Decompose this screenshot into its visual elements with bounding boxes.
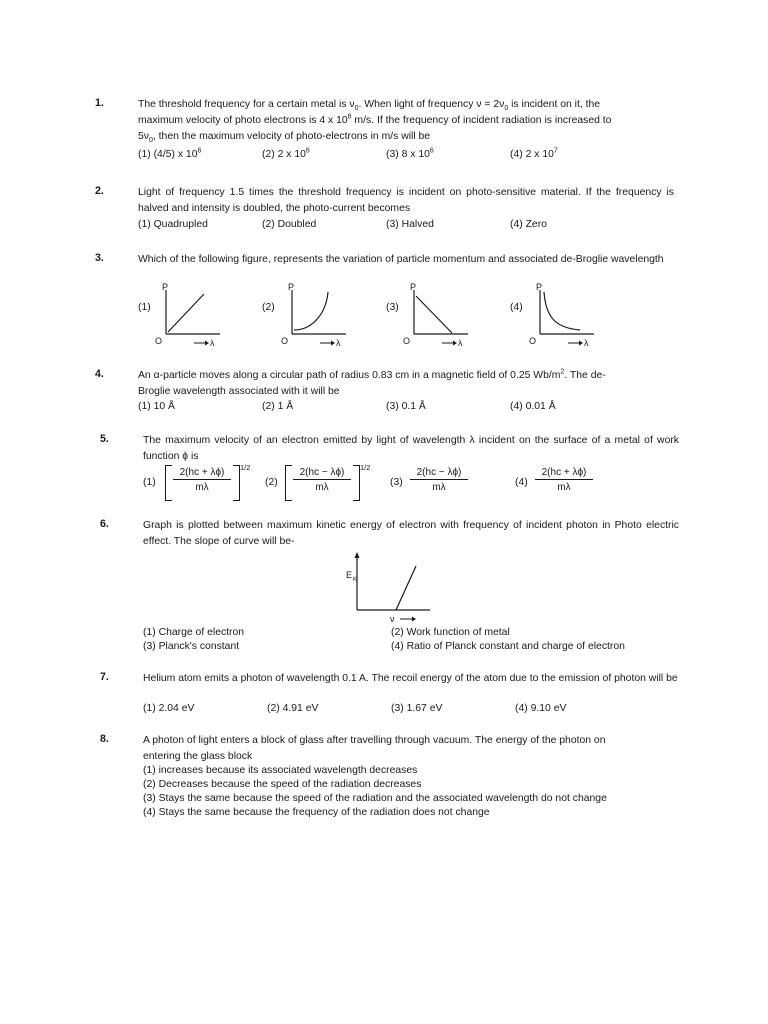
option-2[interactable]: (2) 2 x $10^6$ [262, 147, 310, 160]
question-line: $5\nu_0$, then the maximum velocity of photo-electrons in m/s will be [138, 131, 431, 145]
option-3[interactable]: (3) $\frac{2(hc - \lambda\phi)}{m\lambda}$ [390, 465, 480, 503]
axis-label-lambda: λ [336, 338, 341, 348]
bracket-right [233, 465, 240, 501]
option-2[interactable]: (2) Work function of metal [391, 627, 510, 638]
option-1[interactable]: (1) $\frac{2(hc + \lambda\phi)}{m\lambda}$ 1/2 [143, 465, 253, 503]
origin-label: O [529, 336, 537, 346]
axis-label-p: P [536, 282, 543, 292]
option-1[interactable]: (1) increases because its associated wavelength decreases [143, 765, 418, 776]
option-4[interactable]: (4) $\frac{2(hc + \lambda\phi)}{m\lambda}$ [515, 465, 605, 503]
axis-label-p: P [410, 282, 417, 292]
option-3[interactable]: (3) 0.1 Å [386, 401, 426, 412]
answer-options [138, 149, 678, 165]
question-number: 5. [100, 433, 109, 445]
option-3[interactable]: (3) 1.67 eV [391, 703, 443, 714]
option-2[interactable]: (2) Decreases because the speed of the radiation decreases [143, 779, 422, 790]
question-number: 8. [100, 733, 109, 745]
graph-option-1 [150, 282, 230, 348]
option-4[interactable]: (4) 9.10 eV [515, 703, 567, 714]
question-number: 6. [100, 518, 109, 530]
question-number: 3. [95, 252, 104, 264]
answer-options [138, 219, 678, 235]
question-text: The maximum velocity of an electron emitted by light of wavelength λ incident on the surface of a metal of work function ϕ is [143, 435, 679, 462]
bracket-left [285, 465, 292, 501]
question-line: An α-particle moves along a circular path of radius 0.83 cm in a magnetic field of 0.25 $Wb/m^2$. The de- [138, 368, 606, 381]
answer-options [143, 627, 683, 652]
graph-option-2 [276, 282, 356, 348]
fraction: $\frac{2(hc - \lambda\phi)}{m\lambda}$ [410, 467, 468, 493]
question-number: 2. [95, 185, 104, 197]
question-text: Light of frequency 1.5 times the threshold frequency is incident on photo-sensitive material. If the frequency is halved and intensity is doubled, the photo-current becomes [138, 187, 674, 214]
answer-options [138, 401, 678, 417]
question-line: Broglie wavelength associated with it will be [138, 386, 340, 397]
question-number: 7. [100, 671, 109, 683]
graph-ek-vs-frequency [330, 552, 440, 630]
axis-label-ek-sub: K [353, 577, 358, 583]
question-line: entering the glass block [143, 751, 253, 762]
graph-option-3 [398, 282, 478, 348]
option-2[interactable]: (2) [262, 302, 275, 313]
option-1[interactable]: (1) Quadrupled [138, 219, 208, 230]
answer-options [143, 703, 683, 719]
axis-label-lambda: λ [584, 338, 589, 348]
origin-label: O [403, 336, 411, 346]
question-line: A photon of light enters a block of glass after travelling through vacuum. The energy of the photon on [143, 735, 606, 746]
option-2[interactable]: (2) $\frac{2(hc - \lambda\phi)}{m\lambda}$ 1/2 [265, 465, 377, 503]
option-3[interactable]: (3) Halved [386, 219, 434, 230]
question-number: 1. [95, 97, 104, 109]
option-4[interactable]: (4) Stays the same because the frequency of the radiation does not change [143, 807, 490, 818]
option-3[interactable]: (3) [386, 302, 399, 313]
option-1[interactable]: (1) 10 Å [138, 401, 175, 412]
question-text [138, 368, 674, 400]
option-4[interactable]: (4) 0.01 Å [510, 401, 556, 412]
option-4[interactable]: (4) Ratio of Planck constant and charge of electron [391, 641, 625, 652]
question-line: The threshold frequency for a certain metal is $\nu_0$. When light of frequency $\nu = 2\nu_0$ is incident on it, the [138, 99, 601, 113]
option-2[interactable]: (2) 1 Å [262, 401, 294, 412]
bracket-left [165, 465, 172, 501]
option-4[interactable]: (4) 2 x $10^7$ [510, 147, 558, 160]
fraction: $\frac{2(hc + \lambda\phi)}{m\lambda}$ [173, 467, 231, 493]
option-4[interactable]: (4) [510, 302, 523, 313]
option-1[interactable]: (1) Charge of electron [143, 627, 245, 638]
axis-label-p: P [288, 282, 295, 292]
option-3[interactable]: (3) 8 x $10^6$ [386, 147, 434, 160]
option-2[interactable]: (2) 4.91 eV [267, 703, 319, 714]
graph-option-4 [524, 282, 604, 348]
origin-label: O [281, 336, 289, 346]
axis-label-lambda: λ [458, 338, 463, 348]
option-4[interactable]: (4) Zero [510, 219, 547, 230]
option-3[interactable]: (3) Stays the same because the speed of the radiation and the associated wavelength do not change [143, 793, 607, 804]
question-text: Helium atom emits a photon of wavelength 0.1 A. The recoil energy of the atom due to the emission of photon will be [143, 673, 678, 684]
option-1[interactable]: (1) 2.04 eV [143, 703, 195, 714]
question-text [143, 733, 679, 765]
origin-label: O [155, 336, 163, 346]
option-1[interactable]: (1) (4/5) x $10^6$ [138, 147, 202, 160]
axis-label-ek: E [346, 570, 353, 580]
option-2[interactable]: (2) Doubled [262, 219, 317, 230]
axis-label-lambda: λ [210, 338, 215, 348]
option-3[interactable]: (3) Planck's constant [143, 641, 240, 652]
fraction: $\frac{2(hc - \lambda\phi)}{m\lambda}$ [293, 467, 351, 493]
question-text: Which of the following figure, represents the variation of particle momentum and associated de-Broglie wavelength [138, 254, 664, 265]
axis-label-nu: ν [390, 614, 395, 624]
fraction: $\frac{2(hc + \lambda\phi)}{m\lambda}$ [535, 467, 593, 493]
bracket-right [353, 465, 360, 501]
question-text: Graph is plotted between maximum kinetic energy of electron with frequency of incident photon in Photo electric effect. The slope of curve will be- [143, 520, 679, 547]
option-1[interactable]: (1) [138, 302, 151, 313]
question-number: 4. [95, 368, 104, 380]
question-text [138, 97, 674, 145]
question-line: maximum velocity of photo electrons is 4 x $10^6$ m/s. If the frequency of incident radiation is increased to [138, 113, 612, 126]
axis-label-p: P [162, 282, 169, 292]
